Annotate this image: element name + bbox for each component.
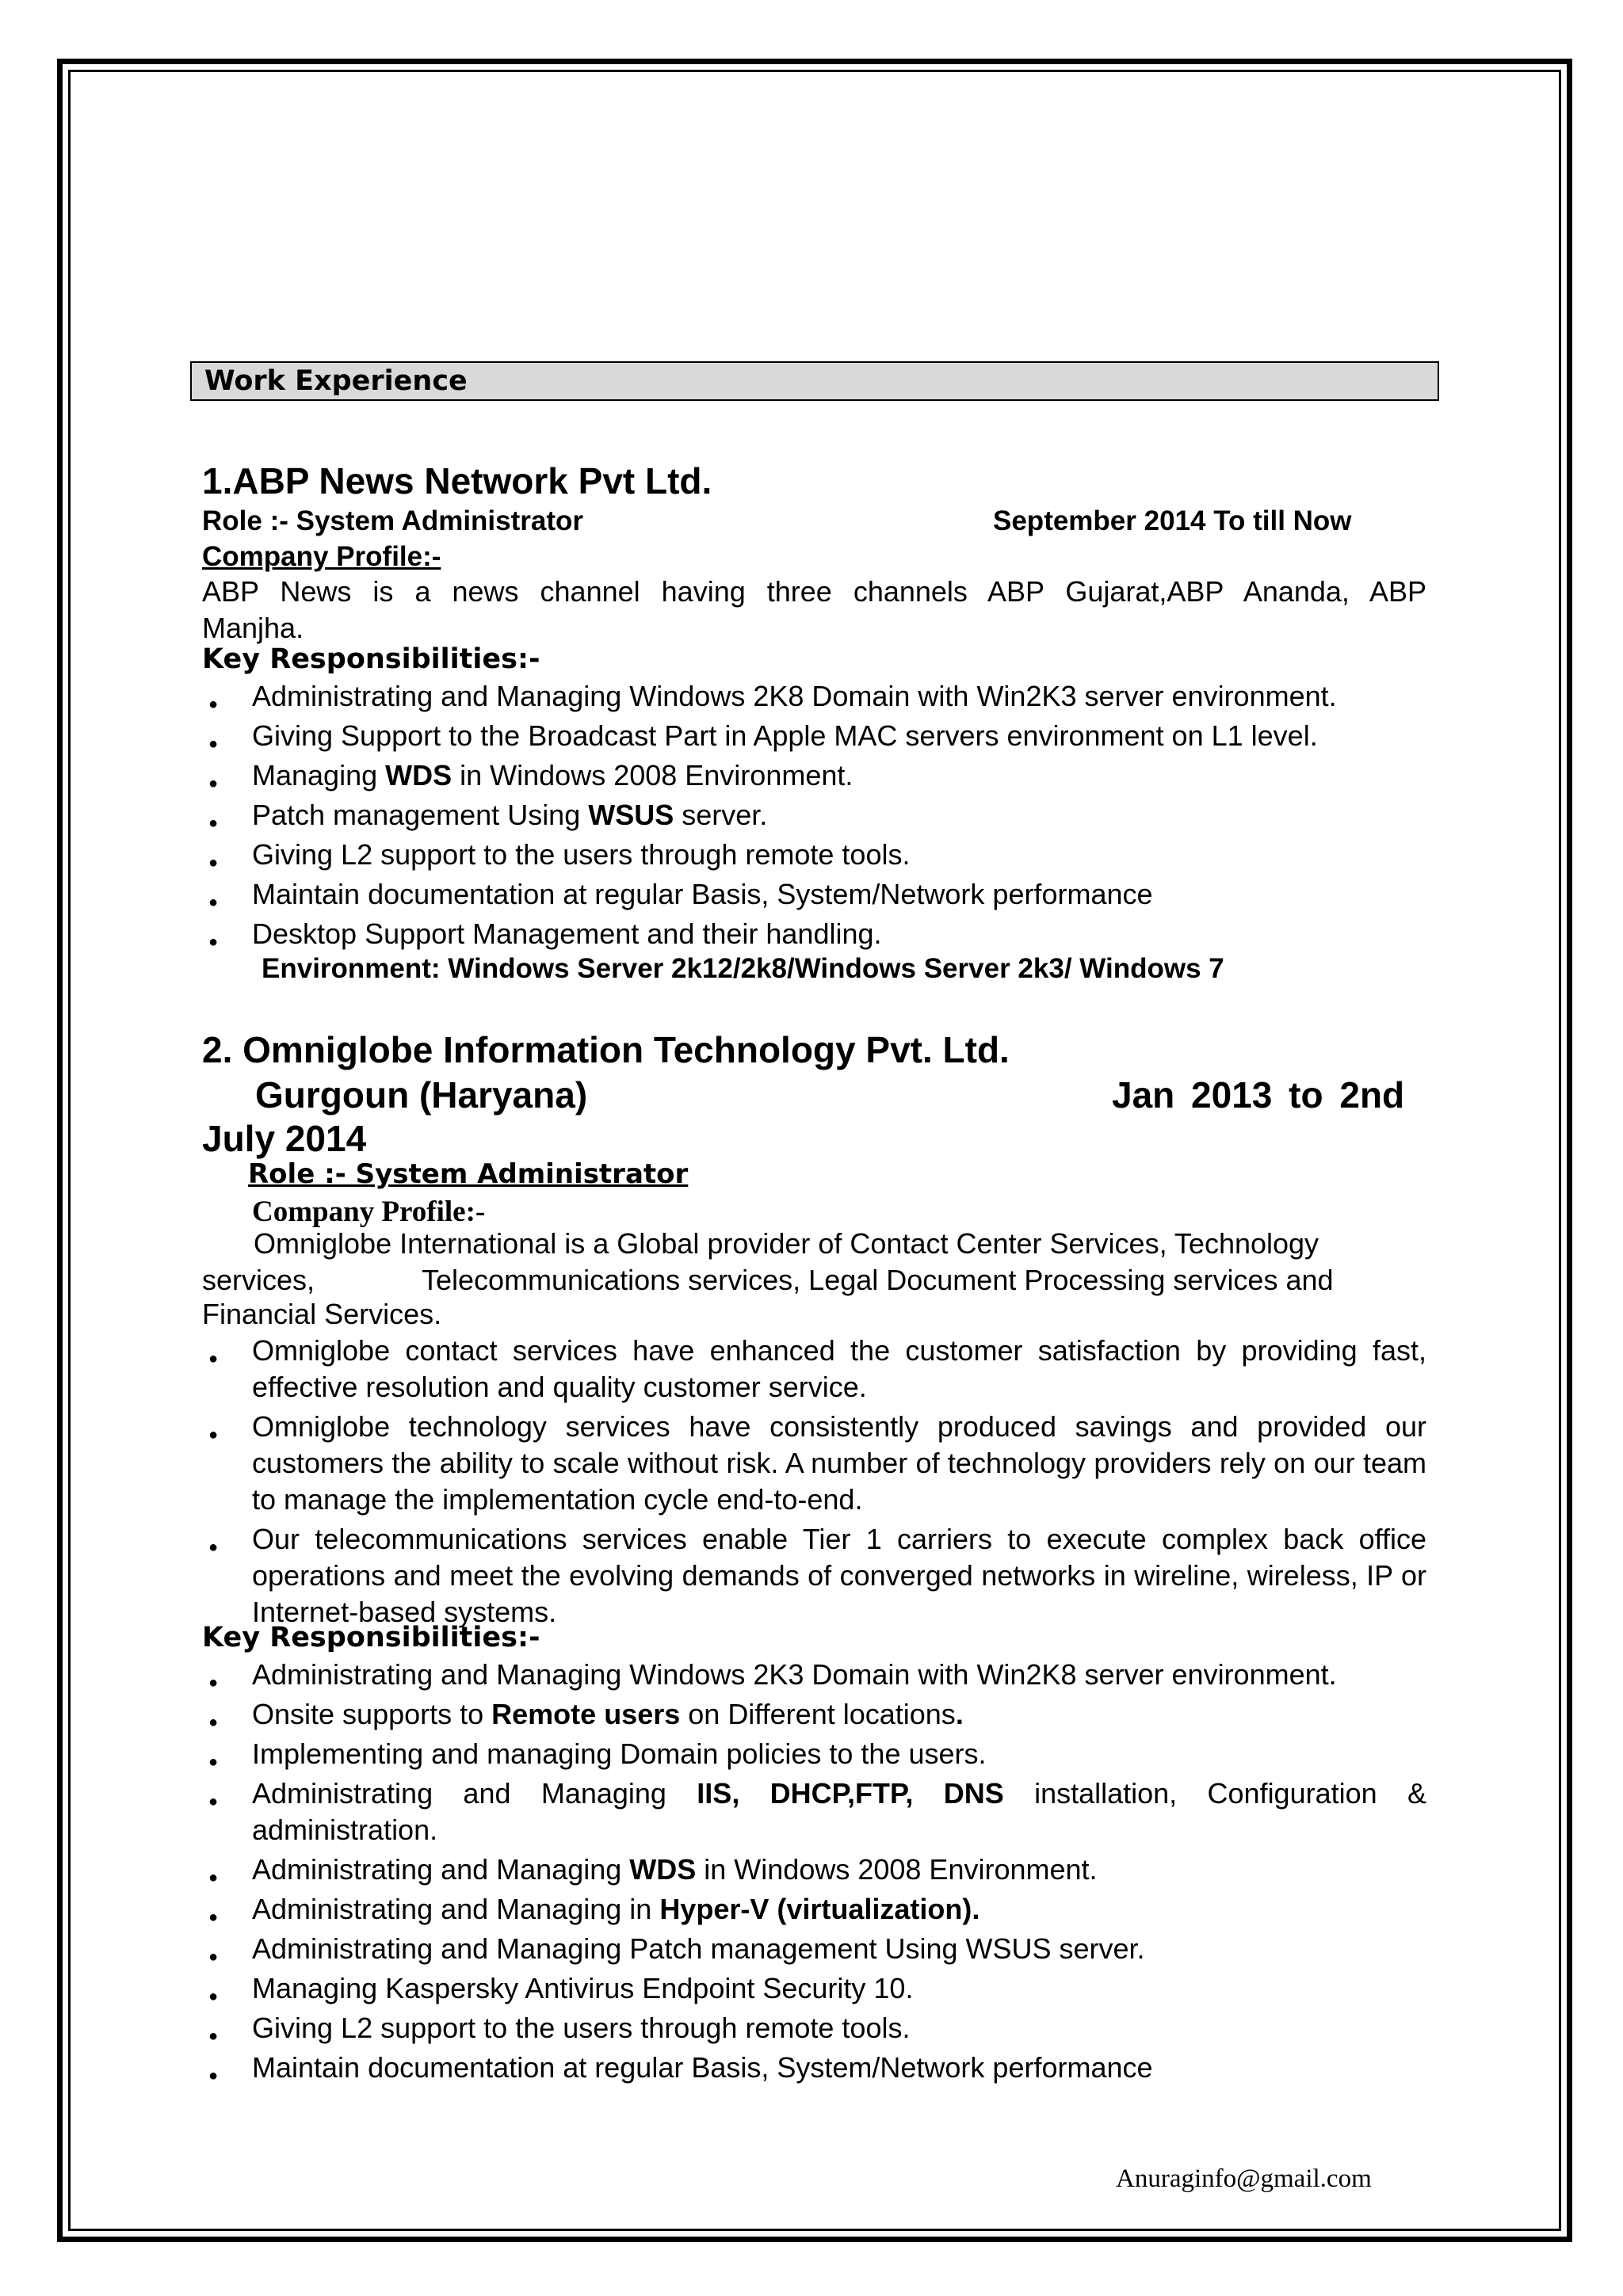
list-item-post: server. xyxy=(674,799,768,831)
list-item xyxy=(202,1696,1426,1733)
bullet-icon: ● xyxy=(208,1948,219,1966)
job2-dates: Jan 2013 to 2nd xyxy=(1112,1074,1405,1116)
bullet-icon: ● xyxy=(208,1988,219,2005)
list-item xyxy=(202,2050,1426,2086)
list-item xyxy=(202,1736,1426,1772)
job2-profile-heading: Company Profile:- xyxy=(252,1196,486,1228)
list-item-text: Giving L2 support to the users through remote tools. xyxy=(252,838,911,871)
job1-profile-text: ABP News is a news channel having three channels ABP Gujarat,ABP Ananda, ABP Manjha. xyxy=(202,575,1426,644)
list-item-text: Our telecommunications services enable Tier 1 carriers to execute complex back office operations and meet the evolving demands of converged networks in wireline, wireless, IP or Internet-based systems. xyxy=(252,1523,1426,1628)
job1-company-title: 1.ABP News Network Pvt Ltd. xyxy=(202,460,712,502)
job2-profile-line3: Financial Services. xyxy=(202,1298,442,1330)
list-item-text: Administrating and Managing Patch management Using WSUS server. xyxy=(252,1932,1145,1965)
bullet-icon: ● xyxy=(208,1426,219,1444)
list-item-bold: WDS xyxy=(629,1853,697,1886)
list-item xyxy=(202,757,1426,794)
section-header-work-experience: Work Experience xyxy=(190,361,1439,401)
job2-responsibilities-list xyxy=(202,1657,1426,2089)
list-item-text: Maintain documentation at regular Basis, System/Network performance xyxy=(252,878,1153,910)
list-item-text: Omniglobe contact services have enhanced the customer satisfaction by providing fast, effective resolution and quality customer service. xyxy=(252,1334,1426,1403)
job1-environment: Environment: Windows Server 2k12/2k8/Windows Server 2k3/ Windows 7 xyxy=(262,953,1224,984)
list-item-bold: Remote users xyxy=(491,1698,681,1730)
job2-role: Role :- System Administrator xyxy=(248,1158,689,1190)
list-item-text: Administrating and Managing Windows 2K3 Domain with Win2K8 server environment. xyxy=(252,1658,1337,1691)
job2-dates-cont: July 2014 xyxy=(202,1118,367,1159)
list-item xyxy=(202,1333,1426,1405)
bullet-icon: ● xyxy=(208,854,219,871)
bullet-icon: ● xyxy=(208,1753,219,1771)
list-item-post: in Windows 2008 Environment. xyxy=(452,759,854,791)
list-item xyxy=(202,1657,1426,1693)
list-item xyxy=(202,1970,1426,2007)
job1-responsibilities-list xyxy=(202,678,1426,955)
bullet-icon: ● xyxy=(208,2027,219,2045)
bullet-icon: ● xyxy=(208,775,219,792)
list-item-tail-bold: . xyxy=(955,1698,964,1730)
list-item-pre: Administrating and Managing xyxy=(252,1777,697,1810)
list-item-post: installation, Configuration & administration. xyxy=(252,1777,1427,1846)
job1-resp-heading: Key Responsibilities:- xyxy=(202,643,540,675)
list-item-text: Managing Kaspersky Antivirus Endpoint Security 10. xyxy=(252,1972,914,2004)
bullet-icon: ● xyxy=(208,696,219,713)
bullet-icon: ● xyxy=(208,814,219,832)
list-item-text: Maintain documentation at regular Basis, System/Network performance xyxy=(252,2051,1153,2084)
footer-email: Anuraginfo@gmail.com xyxy=(1116,2164,1372,2193)
list-item xyxy=(202,1931,1426,1967)
job1-dates: September 2014 To till Now xyxy=(993,505,1352,536)
list-item-text: Implementing and managing Domain policies to the users. xyxy=(252,1737,987,1770)
job2-profile-bullets xyxy=(202,1333,1426,1634)
list-item xyxy=(202,876,1426,913)
list-item xyxy=(202,797,1426,833)
list-item-text: Desktop Support Management and their handling. xyxy=(252,917,882,950)
bullet-icon: ● xyxy=(208,1869,219,1886)
list-item xyxy=(202,718,1426,754)
list-item-post: in Windows 2008 Environment. xyxy=(696,1853,1098,1886)
list-item xyxy=(202,1521,1426,1630)
job1-profile-heading: Company Profile:- xyxy=(202,541,441,572)
list-item xyxy=(202,1852,1426,1888)
list-item-text: Giving L2 support to the users through remote tools. xyxy=(252,2012,911,2044)
job2-profile-line1: Omniglobe International is a Global provider of Contact Center Services, Technology xyxy=(254,1227,1319,1260)
bullet-icon: ● xyxy=(208,894,219,911)
list-item-pre: Patch management Using xyxy=(252,799,589,831)
job1-role: Role :- System Administrator xyxy=(202,505,584,536)
list-item xyxy=(202,916,1426,952)
bullet-icon: ● xyxy=(208,1714,219,1731)
job2-profile-line2a: services, xyxy=(202,1264,315,1296)
list-item-pre: Administrating and Managing in xyxy=(252,1893,660,1925)
bullet-icon: ● xyxy=(208,1674,219,1691)
bullet-icon: ● xyxy=(208,1350,219,1367)
job2-location: Gurgoun (Haryana) xyxy=(255,1074,588,1116)
list-item-text: Administrating and Managing Windows 2K8 Domain with Win2K3 server environment. xyxy=(252,680,1337,712)
list-item-bold: WSUS xyxy=(588,799,674,831)
bullet-icon: ● xyxy=(208,735,219,753)
bullet-icon: ● xyxy=(208,1793,219,1810)
list-item xyxy=(202,837,1426,873)
list-item-pre: Administrating and Managing xyxy=(252,1853,630,1886)
list-item-text: Omniglobe technology services have consistently produced savings and provided our customers the ability to scale without risk. A number of technology providers rely on our team to manage the implementation cycle end-to-end. xyxy=(252,1410,1426,1516)
bullet-icon: ● xyxy=(208,1539,219,1556)
list-item-post: on Different locations xyxy=(680,1698,956,1730)
list-item-bold: Hyper-V (virtualization). xyxy=(659,1893,980,1925)
bullet-icon: ● xyxy=(208,2067,219,2084)
list-item-bold: WDS xyxy=(385,759,453,791)
bullet-icon: ● xyxy=(208,1909,219,1926)
job2-company-title: 2. Omniglobe Information Technology Pvt. Ltd. xyxy=(202,1029,1010,1070)
list-item-pre: Onsite supports to xyxy=(252,1698,492,1730)
list-item-pre: Managing xyxy=(252,759,386,791)
bullet-icon: ● xyxy=(208,933,219,951)
list-item xyxy=(202,1775,1426,1848)
list-item-bold: IIS, DHCP,FTP, DNS xyxy=(697,1777,1004,1810)
job2-profile-line2b: Telecommunications services, Legal Document Processing services and xyxy=(422,1264,1334,1296)
list-item-text: Giving Support to the Broadcast Part in Apple MAC servers environment on L1 level. xyxy=(252,719,1318,752)
job2-resp-heading: Key Responsibilities:- xyxy=(202,1622,540,1653)
list-item xyxy=(202,1409,1426,1518)
list-item xyxy=(202,2010,1426,2046)
list-item xyxy=(202,1891,1426,1928)
list-item xyxy=(202,678,1426,715)
